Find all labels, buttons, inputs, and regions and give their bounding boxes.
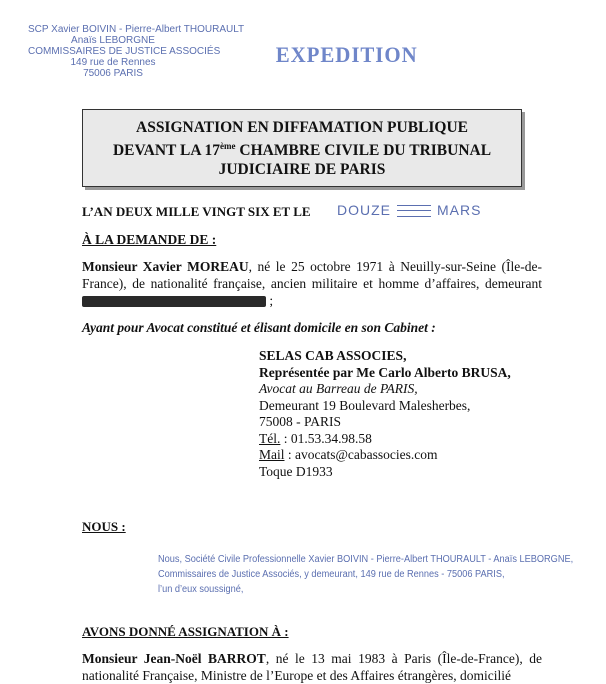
date-day: DOUZE: [337, 202, 391, 218]
title-line-1: ASSIGNATION EN DIFFAMATION PUBLIQUE: [136, 119, 468, 136]
stamp-line: 149 rue de Rennes: [70, 57, 156, 68]
commissaires-stamp: [28, 24, 245, 79]
party1-paragraph: [82, 258, 542, 309]
nous-heading: NOUS :: [82, 519, 126, 534]
strike-mark: [397, 205, 431, 217]
date-printed: L’AN DEUX MILLE VINGT SIX ET LE: [82, 204, 311, 219]
cabinet-toque: Toque D1933: [259, 463, 333, 479]
avocat-line: Ayant pour Avocat constitué et élisant domicile en son Cabinet :: [82, 320, 436, 335]
nous-stamp-line: Nous, Société Civile Professionnelle Xavier BOIVIN - Pierre-Albert THOURAULT - Anaïs LEBORGNE,: [158, 554, 574, 565]
nous-stamp-line: l’un d’eux soussigné,: [158, 584, 244, 595]
stamp-line: Anaïs LEBORGNE: [71, 35, 155, 46]
cabinet-bar: Avocat au Barreau de PARIS,: [259, 381, 418, 396]
nous-stamp: [158, 552, 574, 597]
cabinet-tel: Tél. : 01.53.34.98.58: [259, 430, 372, 446]
date-handwritten: [337, 202, 481, 218]
stamp-line: SCP Xavier BOIVIN - Pierre-Albert THOURAULT: [28, 24, 245, 35]
title-line-2: DEVANT LA 17ème CHAMBRE CIVILE DU TRIBUNAL: [112, 141, 492, 160]
party2-text: , né le 13 mai 1983 à Paris (Île-de-France), de nationalité Française, Ministre de l’Europe et des Affaires étrangères, domicilié: [82, 651, 542, 683]
redacted-address: [82, 296, 266, 307]
document-title: [82, 109, 522, 187]
stamp-line: COMMISSAIRES DE JUSTICE ASSOCIÉS: [28, 46, 221, 57]
nous-stamp-line: Commissaires de Justice Associés, y demeurant, 149 rue de Rennes - 75006 PARIS,: [158, 569, 505, 580]
party1-text: , né le 25 octobre 1971 à Neuilly-sur-Seine (Île-de-France), de nationalité française, ancien militaire et homme d’affaires, demeurant: [82, 259, 542, 291]
date-month: MARS: [437, 202, 482, 218]
assign-heading: AVONS DONNÉ ASSIGNATION À :: [82, 624, 289, 639]
cabinet-mail: Mail : avocats@cabassocies.com: [259, 447, 438, 462]
cabinet-firm: SELAS CAB ASSOCIES,: [259, 348, 407, 363]
expedition-stamp: EXPEDITION: [275, 42, 418, 67]
cabinet-block: [259, 348, 511, 480]
party1-name: Monsieur Xavier MOREAU: [82, 259, 249, 274]
cabinet-represented: Représentée par Me Carlo Alberto BRUSA,: [259, 364, 511, 380]
demande-heading: À LA DEMANDE DE :: [82, 232, 217, 247]
cabinet-address: Demeurant 19 Boulevard Malesherbes,: [259, 397, 471, 413]
title-line-3: JUDICIAIRE DE PARIS: [218, 161, 386, 179]
cabinet-city: 75008 - PARIS: [259, 414, 342, 429]
party1-end: ;: [266, 293, 274, 308]
party2-name: Monsieur Jean-Noël BARROT: [82, 651, 266, 666]
party2-paragraph: [82, 650, 542, 684]
stamp-line: 75006 PARIS: [83, 68, 143, 79]
